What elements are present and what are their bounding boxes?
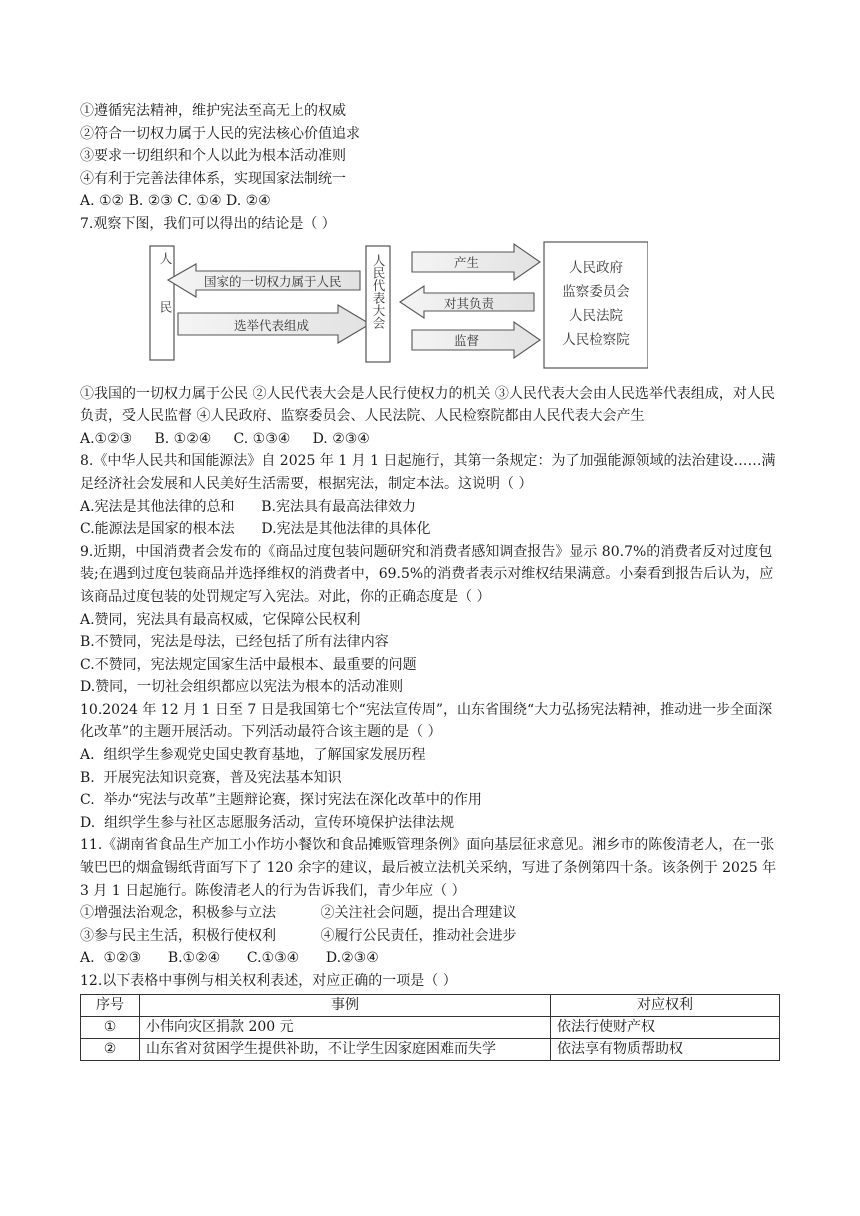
table-row: [81, 1016, 780, 1038]
q11-statements-row1: ①增强法治观念，积极参与立法 ②关注社会问题，提出合理建议: [80, 905, 517, 922]
q6-statement-3: ③要求一切组织和个人以此为根本活动准则: [80, 148, 346, 165]
q10-option-d: D. 组织学生参与社区志愿服务活动，宣传环境保护法律法规: [80, 814, 455, 831]
arrow-responsible-label: 对其负责: [444, 295, 495, 311]
arrow-elect-label: 选举代表组成: [234, 317, 310, 333]
q9-stem: 9.近期，中国消费者会发布的《商品过度包装问题研究和消费者感知调查报告》显示 80.7%的消费者反对过度包装;在遇到过度包装商品并选择维权的消费者中，69.5%的消费者表示对维权结果满意。小秦看到报告后认为，应该商品过度包装的处罚规定写入宪法。对此，你的正确态度是（ ）: [80, 543, 774, 605]
arrow-produce-label: 产生: [454, 254, 480, 270]
q12-table: [80, 994, 780, 1061]
row-case: 小伟向灾区捐款 200 元: [140, 1016, 551, 1038]
q10-stem: 10.2024 年 12 月 1 日至 7 日是我国第七个“宪法宣传周”，山东省围绕“大力弘扬宪法精神，推动进一步全面深化改革”的主题开展活动。下列活动最符合该主题的是（ ）: [80, 701, 773, 741]
q6-statements: [80, 100, 780, 190]
people-label: 人民: [158, 251, 173, 349]
q8-options-row1: A.宪法是其他法律的总和 B.宪法具有最高法律效力: [80, 498, 416, 515]
q9-option-d: D.赞同，一切社会组织都应以宪法为根本的活动准则: [80, 679, 404, 696]
header-index: 序号: [81, 994, 140, 1016]
q7-stem: 7.观察下图，我们可以得出的结论是（ ）: [80, 215, 336, 232]
q10-option-c: C. 举办“宪法与改革”主题辩论赛，探讨宪法在深化改革中的作用: [80, 792, 482, 809]
q8-options-row2: C.能源法是国家的根本法 D.宪法是其他法律的具体化: [80, 521, 431, 538]
congress-label: 人民代表大会: [371, 253, 386, 329]
organ-government: 人民政府: [569, 259, 623, 276]
q7-statements: ①我国的一切权力属于公民 ②人民代表大会是人民行使权力的机关 ③人民代表大会由人民选举代表组成，对人民负责，受人民监督 ④人民政府、监察委员会、人民法院、人民检察院都由人民代表大会产生: [80, 385, 775, 425]
table-row: [81, 1038, 780, 1060]
arrow-power-label: 国家的一切权力属于人民: [204, 273, 342, 289]
q12-stem: 12.以下表格中事例与相关权利表述，对应正确的一项是（ ）: [80, 973, 457, 989]
q7-diagram: [148, 238, 648, 373]
q6-statement-2: ②符合一切权力属于人民的宪法核心价值追求: [80, 125, 360, 142]
header-right: 对应权利: [551, 994, 780, 1016]
table-header-row: [81, 994, 780, 1016]
header-case: 事例: [140, 994, 551, 1016]
q9-option-c: C.不赞同，宪法规定国家生活中最根本、最重要的问题: [80, 656, 417, 673]
q10-option-a: A. 组织学生参观党史国史教育基地，了解国家发展历程: [80, 747, 426, 764]
exam-page: [80, 100, 780, 1061]
q11-statements-row2: ③参与民主生活，积极行使权利 ④履行公民责任，推动社会进步: [80, 927, 517, 944]
row-case: 山东省对贫困学生提供补助，不让学生因家庭困难而失学: [140, 1038, 551, 1060]
organ-court: 人民法院: [569, 307, 623, 324]
q7-options: A.①②③ B. ①②④ C. ①③④ D. ②③④: [80, 430, 370, 447]
q10-option-b: B. 开展宪法知识竞赛，普及宪法基本知识: [80, 769, 342, 786]
q9-option-a: A.赞同，宪法具有最高权威，它保障公民权利: [80, 611, 361, 628]
q11-stem: 11.《湖南省食品生产加工小作坊小餐饮和食品摊贩管理条例》面向基层征求意见。湘乡市的陈俊清老人，在一张皱巴巴的烟盒锡纸背面写下了 120 余字的建议，最后被立法机关采纳，写进了条例第四十条。该条例于 2025 年 3 月 1 日起施行。陈俊清老人的行为告诉我们，青少年应（ ）: [80, 837, 777, 899]
q6-statement-1: ①遵循宪法精神，维护宪法至高无上的权威: [80, 103, 346, 119]
q11-options: A. ①②③ B.①②④ C.①③④ D.②③④: [80, 950, 379, 967]
row-right: 依法享有物质帮助权: [551, 1038, 780, 1060]
row-right: 依法行使财产权: [551, 1016, 780, 1038]
q9-option-b: B.不赞同，宪法是母法，已经包括了所有法律内容: [80, 634, 389, 651]
q6-options: A. ①② B. ②③ C. ①④ D. ②④: [80, 193, 271, 210]
q6-statement-4: ④有利于完善法律体系，实现国家法制统一: [80, 170, 346, 187]
q8-stem: 8.《中华人民共和国能源法》自 2025 年 1 月 1 日起施行，其第一条规定：为了加强能源领域的法治建设……满足经济社会发展和人民美好生活需要，根据宪法，制定本法。这说明（ ）: [80, 453, 776, 492]
organs-list: [544, 256, 648, 352]
organ-supervisory: 监察委员会: [562, 283, 630, 300]
row-index: ①: [81, 1016, 140, 1038]
arrow-supervise-label: 监督: [454, 332, 480, 348]
row-index: ②: [81, 1038, 140, 1060]
organ-procuratorate: 人民检察院: [562, 331, 630, 348]
